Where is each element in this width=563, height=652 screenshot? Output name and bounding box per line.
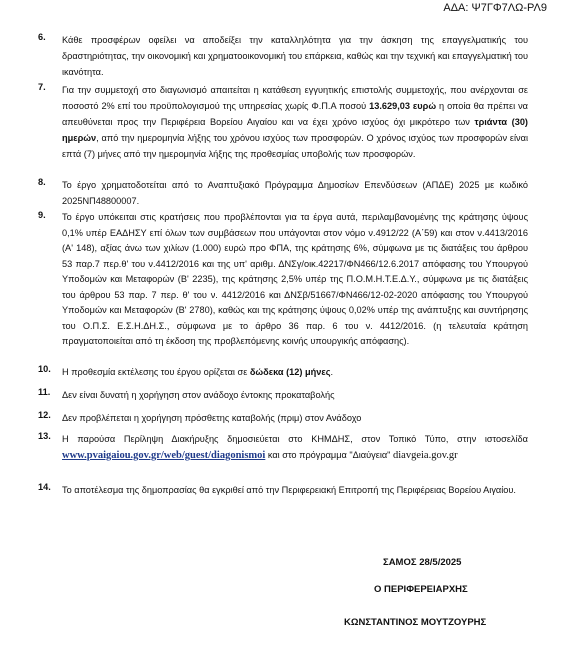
duration: δώδεκα (12) μήνες — [249, 367, 331, 377]
text-part: Η παρούσα Περίληψη Διακήρυξης δημοσιεύεται στο ΚΗΜΔΗΣ, στον Τοπικό Τύπο, στην ιστοσελίδα — [62, 434, 528, 444]
text-part: Η προθεσμία εκτέλεσης του έργου ορίζεται σε — [62, 367, 250, 377]
signature-role: Ο ΠΕΡΙΦΕΡΕΙΑΡΧΗΣ — [374, 584, 468, 595]
text-part: Για την συμμετοχή στο διαγωνισμό απαιτείται η κατάθεση εγγυητικής επιστολής συμμετοχής, που ανέρχονται σε ποσοστό 2% επί του προϋπολογισμού της υπηρεσίας χωρίς Φ.Π.Α ποσού — [62, 85, 528, 111]
signature-name: ΚΩΝΣΤΑΝΤΙΝΟΣ ΜΟΥΤΖΟΥΡΗΣ — [344, 617, 487, 628]
item-number: 14. — [38, 482, 51, 492]
list-item-9 — [38, 210, 528, 350]
list-item-7 — [38, 82, 528, 162]
item-number: 11. — [38, 387, 51, 397]
signature-place-date: ΣΑΜΟΣ 28/5/2025 — [383, 557, 462, 568]
item-text: Το αποτέλεσμα της δημοπρασίας θα εγκριθεί από την Περιφερειακή Επιτροπή της Περιφέρειας Βορείου Αιγαίου. — [62, 485, 516, 495]
text-part: , από την ημερομηνία λήξης του χρόνου ισχύος των προσφορών. Ο χρόνος ισχύος των προσφορών είναι επτά (7) μήνες από την ημερομηνία λήξης της προθεσμίας υποβολής των προσφορών. — [62, 133, 528, 159]
item-text: Δεν προβλέπεται η χορήγηση πρόσθετης καταβολής (πριμ) στον Ανάδοχο — [62, 413, 362, 423]
item-text: Το έργο χρηματοδοτείται από το Αναπτυξιακό Πρόγραμμα Δημοσίων Επενδύσεων (ΑΠΔΕ) 2025 με κωδικό 2025ΝΠ48800007. — [62, 180, 528, 206]
item-number: 13. — [38, 431, 51, 441]
website-link[interactable]: www.pvaigaiou.gov.gr/web/guest/diagonismoi — [62, 450, 266, 461]
item-text: Το έργο υπόκειται στις κρατήσεις που προβλέπονται για τα έργα αυτά, περιλαμβανομένης της κράτησης ύψους 0,1% υπέρ ΕΑΔΗΣΥ επί όλων των συμβάσεων που υπάγονται στον νόμο ν.4912/22 (Α΄59) και στον ν.4413/2016 (Α' 148), αξίας άνω των χιλίων (1.000) ευρώ προ ΦΠΑ, της κράτησης 6%, σύμφωνα με τις διατάξεις του άρθρου 53 παρ.7 περ.θ' του ν.4412/2016 και της υπ' αριθμ. ΔΝΣγ/οικ.42217/ΦΝ466/12.6.2017 απόφασης του Υπουργού Υποδομών και Μεταφορών (Β' 2235), της κράτησης 2,5% υπέρ της Π.Ο.Μ.Η.Τ.Ε.Δ.Υ., σύμφωνα με τις διατάξεις του άρθρου 53 παρ. 7 περ. θ' του ν. 4412/2016 και ΔΝΣβ/51667/ΦΝ466/12-02-2020 απόφασης του Υπουργού Υποδομών και Μεταφορών (Β' 2780), καθώς και της κράτησης ύψους 0,02% υπέρ της ανάπτυξης και συντήρησης του Ο.Π.Σ. Ε.Σ.Η.ΔΗ.Σ., σύμφωνα με το άρθρο 36 παρ. 6 του ν. 4412/2016. (η τελευταία κράτηση πραγματοποιείται από τη έκδοση της προβλεπόμενης κοινής υπουργικής απόφασης). — [62, 212, 528, 346]
item-number: 9. — [38, 210, 46, 220]
item-number: 10. — [38, 364, 51, 374]
text-part: η οποία θα πρέπει να απευθύνεται προς την Περιφέρεια Βορείου Αιγαίου και να έχει χρόνο ισχύος όχι μικρότερο των — [62, 101, 528, 127]
list-item-6 — [38, 32, 528, 80]
item-number: 7. — [38, 82, 46, 92]
list-item-8 — [38, 177, 528, 209]
amount: 13.629,03 ευρώ — [369, 101, 437, 111]
text-part: και στο πρόγραμμα "Διαύγεια" — [265, 450, 393, 460]
item-number: 12. — [38, 410, 51, 420]
list-item-11 — [38, 387, 528, 403]
list-item-13 — [38, 431, 528, 464]
days: τριάντα (30) ημερών — [62, 117, 528, 143]
item-text — [62, 82, 528, 162]
diavgeia-site: diavgeia.gov.gr — [393, 450, 458, 461]
item-text: Κάθε προσφέρων οφείλει να αποδείξει την καταλληλότητα για την άσκηση της επαγγελματικής του δραστηριότητας, την οικονομική και χρηματοοικονομική του επάρκεια, καθώς και την τεχνική και επαγγελματική του ικανότητα. — [62, 35, 528, 77]
item-number: 8. — [38, 177, 46, 187]
list-item-14 — [38, 482, 528, 498]
item-text — [62, 364, 528, 380]
list-item-12 — [38, 410, 528, 426]
list-item-10 — [38, 364, 528, 380]
item-text: Δεν είναι δυνατή η χορήγηση στον ανάδοχο έντοκης προκαταβολής — [62, 390, 335, 400]
item-text — [62, 431, 528, 464]
ada-code: ΑΔΑ: Ψ7ΓΦ7ΛΩ-ΡΛ9 — [443, 2, 547, 14]
item-number: 6. — [38, 32, 46, 42]
text-part: . — [330, 367, 334, 377]
